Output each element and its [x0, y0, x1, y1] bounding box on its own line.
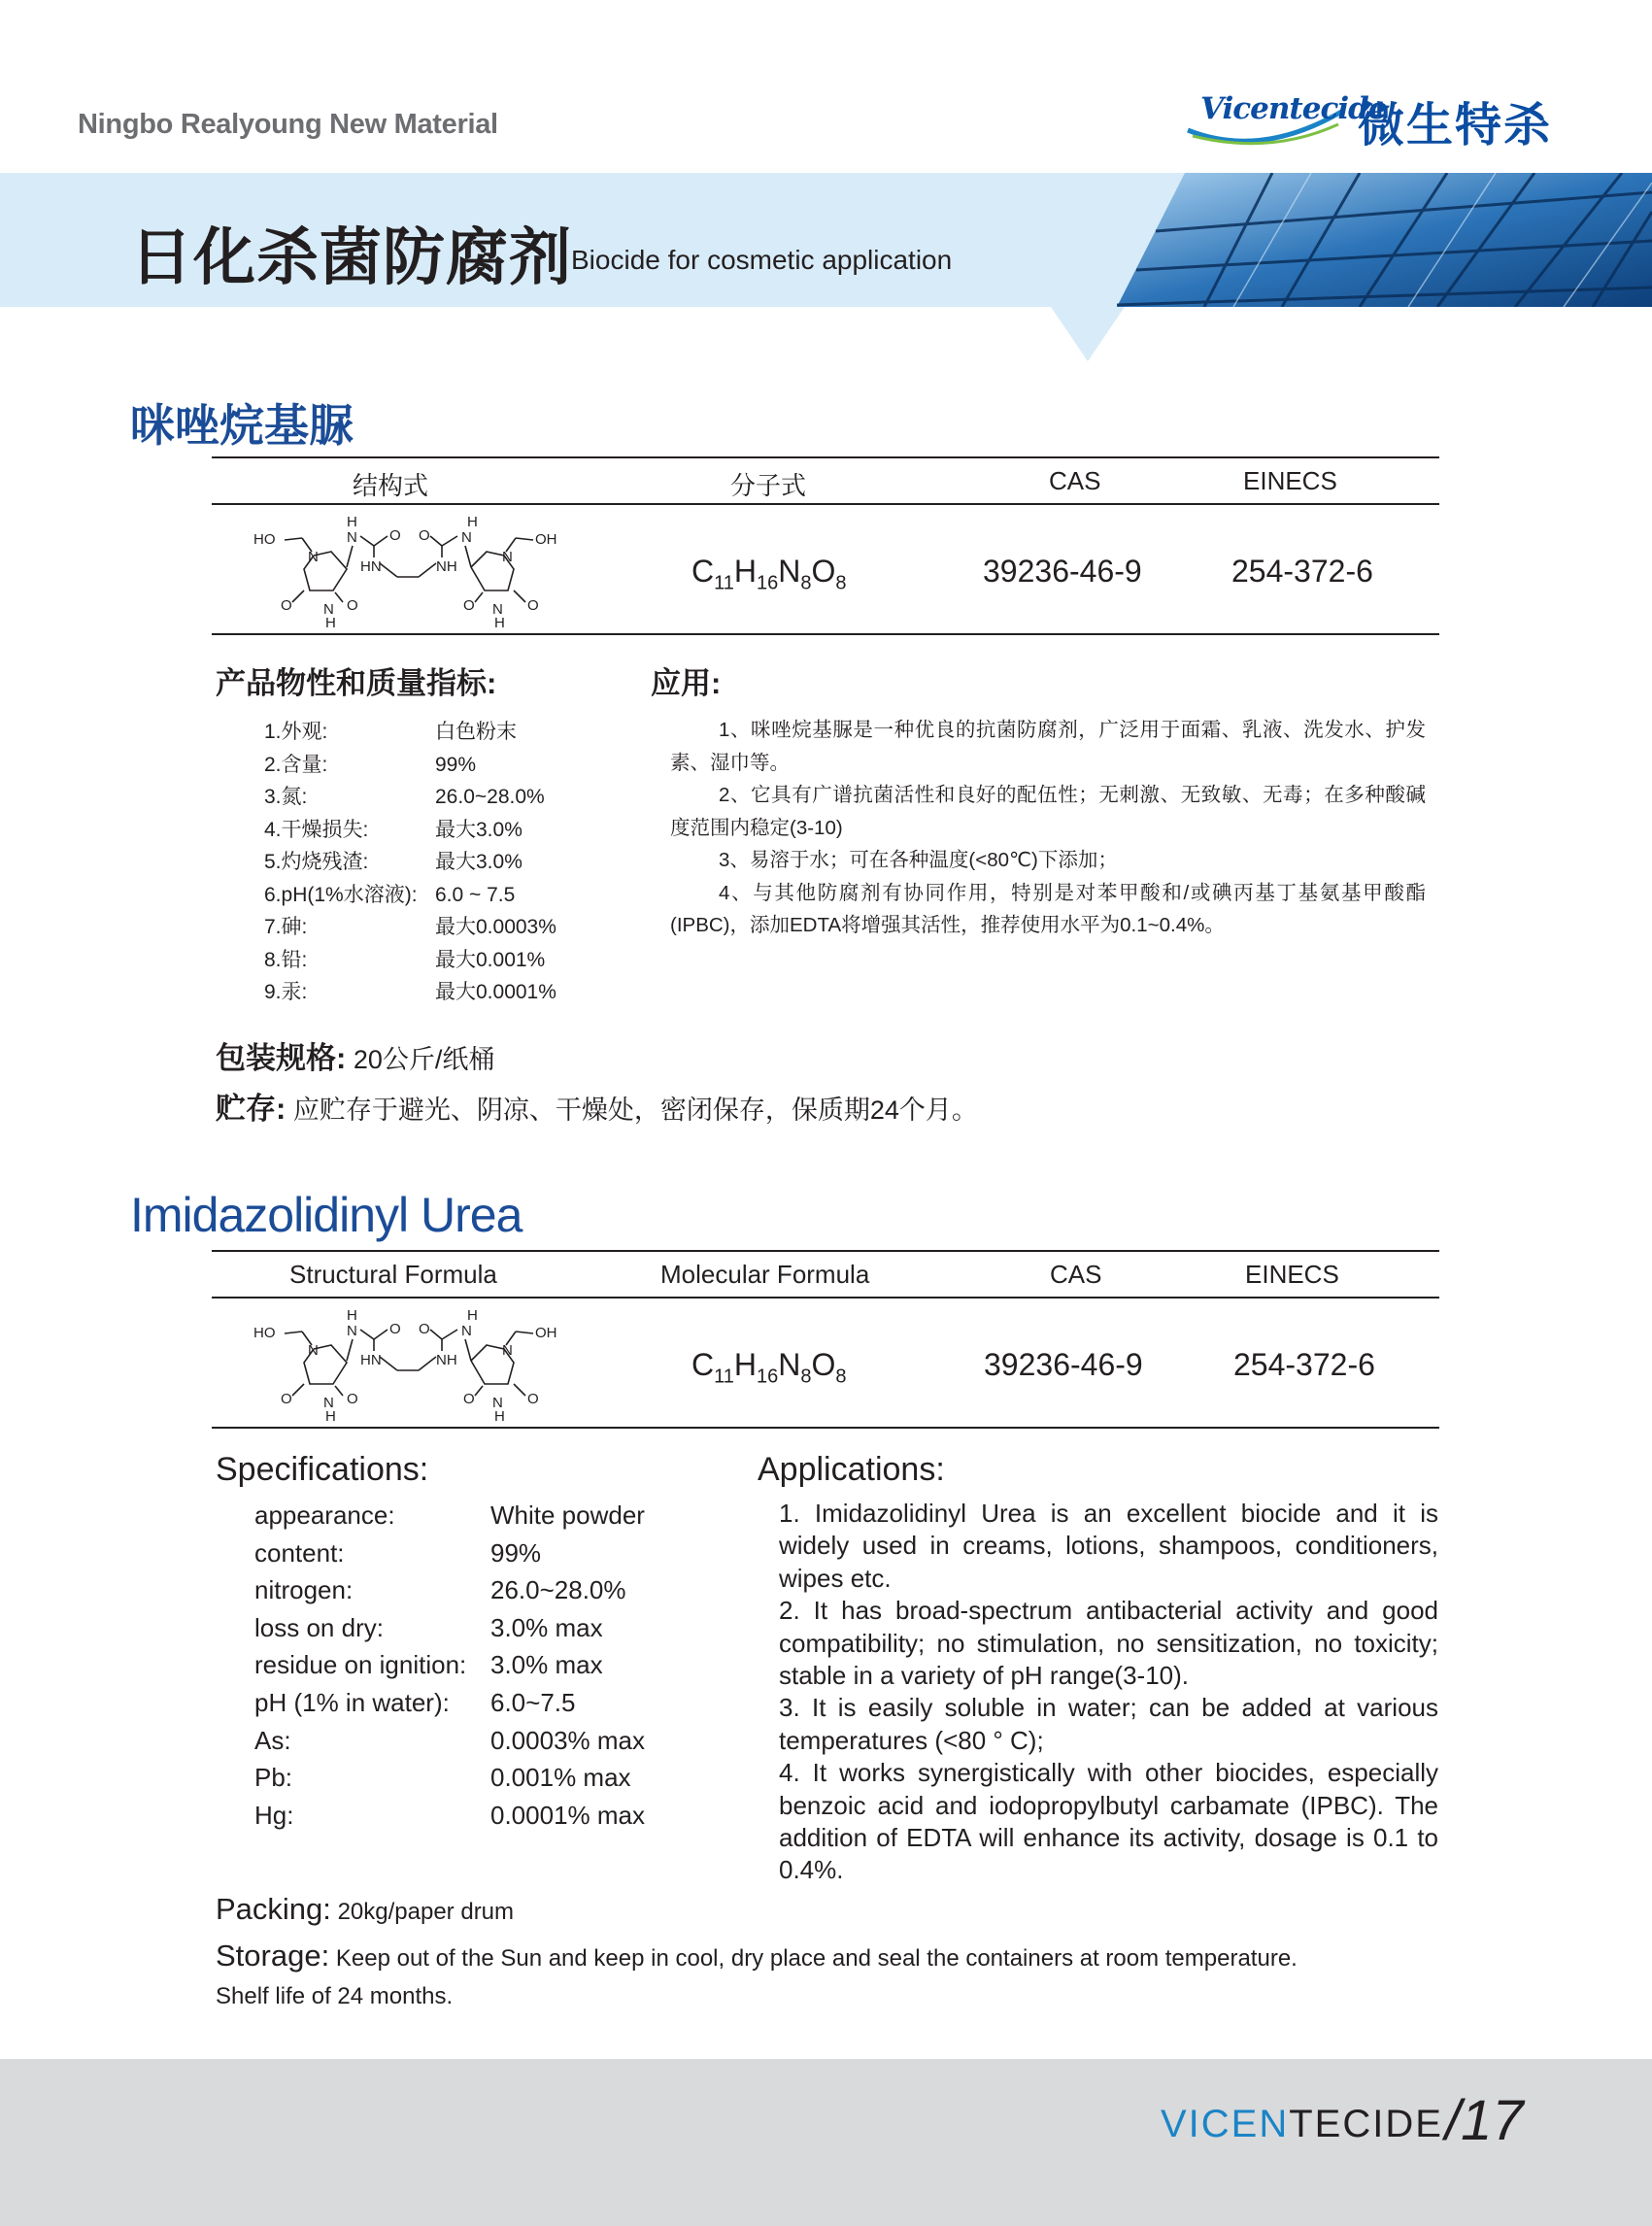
banner-subtitle: Biocide for cosmetic application — [571, 245, 953, 275]
cn-n-label-1: N — [308, 549, 319, 565]
cn-th-einecs: EINECS — [1243, 466, 1337, 495]
en-n-label-5: N — [502, 1342, 513, 1359]
cn-spec-table — [212, 456, 1439, 635]
cn-application-2: 2、它具有广谱抗菌活性和良好的配伍性；无刺激、无致敏、无毒；在多种酸碱度范围内稳定(3-10) — [670, 784, 1426, 839]
list-item: pH (1% in water): 6.0~7.5 — [254, 1687, 576, 1717]
cn-n-label-5: N — [502, 549, 513, 565]
en-storage: Storage: Keep out of the Sun and keep in cool, dry place and seal the containers at room temperature. — [216, 1939, 1298, 1973]
banner-title: 日化杀菌防腐剂 — [130, 222, 572, 292]
en-o-label-5: O — [463, 1391, 475, 1407]
cn-h-label-3: H — [467, 514, 478, 530]
banner-pointer — [1051, 307, 1125, 361]
en-o-label-2: O — [347, 1391, 358, 1407]
en-spec-list — [254, 1497, 645, 1834]
list-item: 1.外观: 白色粉末 — [264, 721, 517, 743]
list-item: 2.含量: 99% — [264, 753, 477, 776]
cn-n-label-3: N — [347, 529, 357, 546]
en-th-einecs: EINECS — [1245, 1260, 1339, 1289]
list-item: Hg: 0.0001% max — [254, 1800, 645, 1830]
cn-spec-heading: 产品物性和质量指标: — [216, 666, 497, 700]
list-item: As: 0.0003% max — [254, 1725, 645, 1755]
en-n-label-3: N — [347, 1323, 357, 1339]
glass-building-image — [1117, 173, 1652, 307]
en-structure-diagram — [246, 1306, 605, 1425]
cn-h-label-2: H — [347, 514, 357, 530]
cn-storage: 贮存: 应贮存于避光、阴凉、干燥处，密闭保存，保质期24个月。 — [216, 1092, 978, 1126]
page-number: /17 — [1445, 2089, 1524, 2152]
cn-packing: 包装规格: 20公斤/纸桶 — [216, 1041, 495, 1075]
list-item: 3.氮: 26.0~28.0% — [264, 786, 545, 808]
cn-application-3: 3、易溶于水；可在各种温度(<80℃)下添加； — [719, 849, 1118, 871]
cn-applications — [670, 714, 1426, 942]
cn-o-label-3: O — [389, 527, 401, 544]
list-item: 4.干燥损失: 最大3.0% — [264, 818, 523, 841]
cn-application-1: 1、咪唑烷基脲是一种优良的抗菌防腐剂，广泛用于面霜、乳液、洗发水、护发素、湿巾等。 — [670, 719, 1426, 774]
cn-n-label-4: N — [461, 529, 472, 546]
company-name: Ningbo Realyoung New Material — [78, 109, 498, 140]
en-einecs-value: 254-372-6 — [1233, 1347, 1375, 1382]
en-app-heading: Applications: — [758, 1451, 945, 1488]
cn-o-label-2: O — [347, 597, 358, 614]
footer-brand: VICENTECIDE — [1161, 2103, 1443, 2145]
list-item: appearance: White powder — [254, 1501, 645, 1530]
en-o-label-3: O — [389, 1321, 401, 1337]
en-applications — [779, 1498, 1438, 1887]
en-application-2: 2. It has broad-spectrum antibacterial activity and good compatibility; no stimulation, no sensitization, no toxicity; stable in a variety of pH range(3-10). — [779, 1596, 1438, 1691]
cn-o-label-5: O — [463, 597, 475, 614]
cn-cas-value: 39236-46-9 — [983, 554, 1142, 589]
brand-logo — [1183, 82, 1581, 152]
cn-o-label-6: O — [527, 597, 539, 614]
en-n-label-4: N — [461, 1323, 472, 1339]
en-h-label-2: H — [347, 1307, 357, 1324]
list-item: residue on ignition: 3.0% max — [254, 1650, 603, 1680]
cn-table-header — [212, 458, 1439, 505]
en-h-label-3: H — [467, 1307, 478, 1324]
en-th-formula: Molecular Formula — [660, 1260, 870, 1289]
cn-application-4: 4、与其他防腐剂有协同作用，特别是对苯甲酸和/或碘丙基丁基氨基甲酸酯(IPBC)，添加EDTA将增强其活性，推荐使用水平为0.1~0.4%。 — [670, 881, 1426, 936]
en-packing: Packing: 20kg/paper drum — [216, 1892, 515, 1926]
cn-product-title: 咪唑烷基脲 — [130, 400, 354, 451]
list-item: 6.pH(1%水溶液): 6.0 ~ 7.5 — [264, 883, 516, 906]
list-item: content: 99% — [254, 1537, 542, 1568]
cn-n-label-6: N — [492, 601, 503, 618]
en-th-cas: CAS — [1050, 1260, 1102, 1289]
list-item: 8.铅: 最大0.001% — [264, 948, 546, 971]
en-application-3: 3. It is easily soluble in water; can be added at various temperatures (<80 ° C); — [779, 1693, 1438, 1755]
en-ho-label: HO — [253, 1325, 276, 1341]
cn-th-cas: CAS — [1049, 466, 1101, 495]
list-item: loss on dry: 3.0% max — [254, 1612, 603, 1642]
cn-hn-label: HN — [360, 558, 382, 575]
list-item: 7.砷: 最大0.0003% — [264, 916, 556, 938]
cn-nh-label: NH — [436, 558, 457, 575]
logo-latin-text: Vicentecide — [1200, 91, 1387, 126]
en-o-label-1: O — [281, 1391, 292, 1407]
cn-n-label-2: N — [323, 601, 334, 618]
logo-chinese-text: 微生特杀 — [1358, 100, 1553, 152]
en-n-label-6: N — [492, 1395, 503, 1411]
en-th-structure: Structural Formula — [289, 1260, 497, 1289]
en-spec-table — [212, 1250, 1439, 1429]
en-h-label-1: H — [325, 1408, 336, 1425]
cn-table-row — [212, 505, 1439, 633]
cn-app-heading: 应用: — [651, 666, 722, 700]
en-spec-heading: Specifications: — [216, 1451, 429, 1488]
cn-molecular-formula: $C_{11}H_{16}N_8O_8$ — [691, 554, 847, 594]
cn-structure-diagram — [246, 513, 605, 631]
cn-h-label-1: H — [325, 615, 336, 631]
en-h-label-4: H — [494, 1408, 505, 1425]
en-table-row — [212, 1298, 1439, 1427]
cn-h-label-4: H — [494, 615, 505, 631]
en-application-1: 1. Imidazolidinyl Urea is an excellent biocide and it is widely used in creams, lotions, shampoos, conditioners, wipes etc. — [779, 1499, 1438, 1593]
en-table-header — [212, 1252, 1439, 1298]
cn-oh-label: OH — [535, 531, 557, 548]
en-application-4: 4. It works synergistically with other biocides, especially benzoic acid and iodopropylbutyl carbamate (IPBC). The addition of EDTA will enhance its activity, dosage is 0.1 to 0.4%. — [779, 1758, 1438, 1885]
cn-o-label-1: O — [281, 597, 292, 614]
list-item: 9.汞: 最大0.0001% — [264, 981, 556, 1003]
en-molecular-formula: $C_{11}H_{16}N_8O_8$ — [691, 1347, 847, 1388]
list-item: Pb: 0.001% max — [254, 1763, 631, 1793]
en-o-label-6: O — [527, 1391, 539, 1407]
en-storage-shelf-life: Shelf life of 24 months. — [216, 1983, 454, 2009]
list-item: nitrogen: 26.0~28.0% — [254, 1575, 626, 1605]
cn-ho-label: HO — [253, 531, 276, 548]
cn-th-structure: 结构式 — [353, 471, 429, 500]
cn-o-label-4: O — [419, 527, 430, 544]
en-oh-label: OH — [535, 1325, 557, 1341]
en-o-label-4: O — [419, 1321, 430, 1337]
en-hn-label: HN — [360, 1352, 382, 1368]
en-product-title: Imidazolidinyl Urea — [130, 1188, 523, 1242]
en-n-label-1: N — [308, 1342, 319, 1359]
list-item: 5.灼烧残渣: 最大3.0% — [264, 851, 523, 873]
cn-spec-list — [264, 716, 556, 1009]
cn-th-formula: 分子式 — [730, 471, 807, 500]
en-nh-label: NH — [436, 1352, 457, 1368]
en-cas-value: 39236-46-9 — [984, 1347, 1143, 1382]
cn-einecs-value: 254-372-6 — [1231, 554, 1373, 589]
en-n-label-2: N — [323, 1395, 334, 1411]
